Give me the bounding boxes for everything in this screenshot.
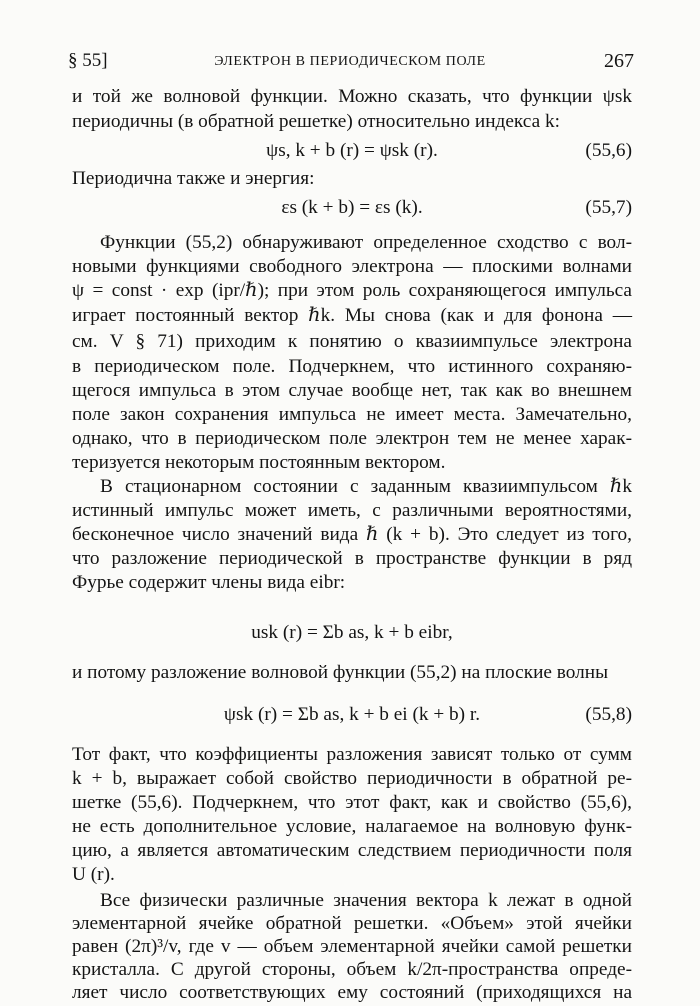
text-line: и потому разложение волновой функции (55,2) на плоские волны (72, 662, 609, 683)
text-line: бесконечное число значений вида ℏ (k + b). Это следует из того, (72, 524, 632, 545)
equation-number: (55,8) (585, 704, 632, 725)
text-line: см. V § 71) приходим к понятию о квазиимпульсе электрона (72, 331, 632, 352)
text-line: k + b, выражает собой свойство периодичности в обратной ре- (72, 768, 632, 789)
running-title: ЭЛЕКТРОН В ПЕРИОДИЧЕСКОМ ПОЛЕ (214, 54, 486, 69)
equation-expression: εs (k + b) = εs (k). (281, 197, 423, 218)
text-line: ψ = const · exp (ipr/ℏ); при этом роль сохраняющегося импульса (72, 280, 632, 301)
text-line: поле закон сохранения импульса не имеет места. Замечательно, (72, 404, 632, 425)
text-line: равен (2π)³/v, где v — объем элементарной ячейки самой решетки (72, 936, 632, 957)
text-line: шетке (55,6). Подчеркнем, что этот факт, как и свойство (55,6), (72, 792, 632, 813)
text-line: Фурье содержит члены вида eibr: (72, 572, 346, 593)
text-line: Функции (55,2) обнаруживают определенное сходство с вол- (100, 232, 632, 253)
text-line: элементарной ячейке обратной решетки. «Объем» этой ячейки (72, 913, 632, 934)
equation-55-7 (72, 193, 632, 223)
text-line: истинный импульс может иметь, с различными вероятностями, (72, 500, 632, 521)
equation-55-6 (72, 136, 632, 166)
text-line: однако, что в периодическом поле электрон тем не менее харак- (72, 428, 632, 449)
text-line: играет постоянный вектор ℏk. Мы снова (как и для фонона — (72, 305, 632, 326)
text-line: теризуется некоторым постоянным вектором. (72, 452, 446, 473)
equation-expression: usk (r) = Σb as, k + b eibr, (251, 622, 453, 643)
text-line: что разложение периодической в пространстве функции в ряд (72, 548, 632, 569)
text-line: кристалла. С другой стороны, объем k/2π-пространства опреде- (72, 959, 632, 980)
text-line: В стационарном состоянии с заданным квазиимпульсом ℏk (100, 476, 632, 497)
equation-55-8 (72, 700, 632, 730)
section-ref: § 55] (68, 50, 108, 71)
text-line: щегося импульса в этом случае вообще нет, так как во внешнем (72, 380, 632, 401)
text-line: и той же волновой функции. Можно сказать, что функции ψsk (72, 86, 632, 107)
text-line: не есть дополнительное условие, налагаемое на волновую функ- (72, 816, 632, 837)
text-line: цию, а является автоматическим следствием периодичности поля (72, 840, 632, 861)
text-line: периодичны (в обратной решетке) относительно индекса k: (72, 111, 560, 132)
equation-number: (55,6) (585, 140, 632, 161)
page-number: 267 (604, 50, 634, 72)
equation-expression: ψsk (r) = Σb as, k + b ei (k + b) r. (223, 704, 481, 725)
text-line: Все физически различные значения вектора k лежат в одной (100, 890, 632, 911)
text-line: Тот факт, что коэффициенты разложения зависят только от сумм (72, 744, 632, 765)
text-line: Периодична также и энергия: (72, 168, 315, 189)
equation-number: (55,7) (585, 197, 632, 218)
equation-expression: ψs, k + b (r) = ψsk (r). (266, 140, 438, 161)
text-line: в периодическом поле. Подчеркнем, что истинного сохраняю- (72, 356, 632, 377)
text-line: ляет число соответствующих ему состояний (приходящихся на (72, 982, 632, 1003)
equation-u-sk (72, 618, 632, 648)
text-line: новыми функциями свободного электрона — плоскими волнами (72, 256, 632, 277)
text-line: U (r). (72, 864, 115, 885)
